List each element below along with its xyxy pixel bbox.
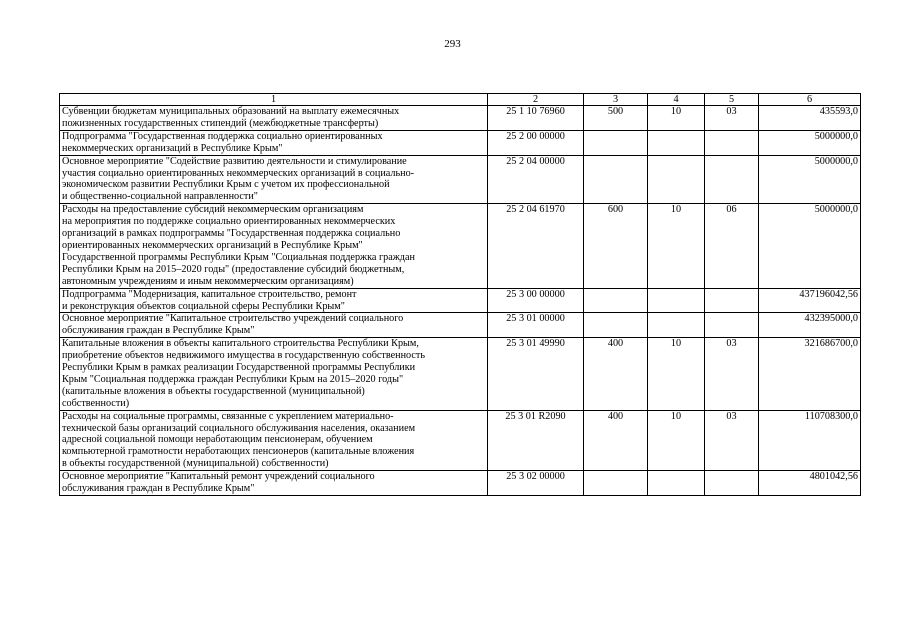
row-name-line: обслуживания граждан в Республике Крым" [62,325,255,337]
row-code: 25 2 04 61970 [488,204,584,288]
row-name-line: Капитальные вложения в объекты капитального строительства Республики Крым, [62,338,419,350]
column-header-5: 5 [705,94,759,106]
row-section [648,288,705,313]
table-row [60,288,861,313]
table-row [60,410,861,471]
row-subsection: 06 [705,204,759,288]
row-section: 10 [648,410,705,471]
row-name-line: Основное мероприятие "Капитальное строительство учреждений социального [62,313,404,325]
row-amount: 5000000,0 [759,204,861,288]
table-row [60,313,861,338]
row-name-line: Субвенции бюджетам муниципальных образований на выплату ежемесячных [62,106,400,117]
row-amount: 321686700,0 [759,338,861,410]
row-name-line: компьютерной грамотности неработающих пенсионеров (капитальные вложения [62,446,415,458]
row-type-code: 400 [584,410,648,471]
header-row [60,94,861,106]
row-subsection: 03 [705,106,759,131]
table-row [60,130,861,155]
row-amount: 435593,0 [759,106,861,131]
row-type-code: 400 [584,338,648,410]
row-name [60,204,488,288]
table-row [60,106,861,131]
row-name [60,338,488,410]
row-name [60,130,488,155]
row-type-code [584,471,648,496]
row-name-line: пожизненных государственных стипендий (межбюджетные трансферты) [62,117,379,129]
table-body [60,106,861,496]
row-name-line: технической базы организаций социального обслуживания населения, оказанием [62,422,416,434]
row-name-line: Основное мероприятие "Капитальный ремонт учреждений социального [62,471,375,483]
row-name-line: Подпрограмма "Модернизация, капитальное строительство, ремонт [62,288,357,300]
row-name-line: и реконструкция объектов социальной сферы Республики Крым" [62,300,345,312]
row-name-line: автономным учреждениям и иным некоммерческим организациям) [62,275,354,287]
row-name-line: некоммерческих организаций в Республике Крым" [62,142,283,154]
row-name-line: и общественно-социальной направленности" [62,191,258,203]
row-amount: 5000000,0 [759,155,861,204]
row-name-line: приобретение объектов недвижимого имущества в государственную собственность [62,350,426,362]
row-name [60,471,488,496]
row-type-code [584,313,648,338]
row-amount: 4801042,56 [759,471,861,496]
row-subsection [705,155,759,204]
row-name [60,313,488,338]
row-name-line: Государственной программы Республики Крым "Социальная поддержка граждан [62,251,415,263]
table-row [60,155,861,204]
row-code: 25 1 10 76960 [488,106,584,131]
row-name-line: организаций в рамках подпрограммы "Государственная поддержка социально [62,228,401,240]
row-name-line: обслуживания граждан в Республике Крым" [62,483,255,495]
table-header [60,94,861,106]
row-section [648,313,705,338]
row-section [648,130,705,155]
column-header-4: 4 [648,94,705,106]
row-code: 25 2 00 00000 [488,130,584,155]
row-name [60,155,488,204]
row-amount: 432395000,0 [759,313,861,338]
row-code: 25 3 02 00000 [488,471,584,496]
row-section: 10 [648,106,705,131]
row-type-code [584,155,648,204]
row-name-line: Расходы на предоставление субсидий некоммерческим организациям [62,204,364,216]
row-name-line: Подпрограмма "Государственная поддержка социально ориентированных [62,130,383,142]
page-number: 293 [444,38,461,50]
row-subsection [705,130,759,155]
column-header-2: 2 [488,94,584,106]
column-header-3: 3 [584,94,648,106]
budget-table [59,93,861,496]
row-name-line: участия социально ориентированных некоммерческих организаций в социально- [62,167,415,179]
row-type-code: 500 [584,106,648,131]
row-section [648,471,705,496]
row-code: 25 3 00 00000 [488,288,584,313]
row-subsection: 03 [705,410,759,471]
table-row [60,471,861,496]
row-subsection [705,471,759,496]
row-name [60,410,488,471]
row-name-line: Республики Крым на 2015–2020 годы" (предоставление субсидий бюджетным, [62,263,405,275]
row-section: 10 [648,204,705,288]
row-name-line: (капитальные вложения в объекты государственной (муниципальной) [62,385,365,397]
row-name-line: собственности) [62,397,130,409]
row-name-line: Республики Крым в рамках реализации Государственной программы Республики [62,362,416,374]
row-name [60,288,488,313]
row-name-line: экономическом развитии Республики Крым с учетом их профессиональной [62,179,390,191]
table-row [60,204,861,288]
row-code: 25 2 04 00000 [488,155,584,204]
row-subsection [705,313,759,338]
row-subsection [705,288,759,313]
row-amount: 437196042,56 [759,288,861,313]
row-type-code: 600 [584,204,648,288]
row-name-line: в объекты государственной (муниципальной) собственности) [62,458,329,470]
column-header-1: 1 [60,94,488,106]
row-name-line: Расходы на социальные программы, связанные с укреплением материально- [62,410,394,422]
row-code: 25 3 01 00000 [488,313,584,338]
row-name-line: ориентированных некоммерческих организаций в Республике Крым" [62,239,363,251]
row-code: 25 3 01 R2090 [488,410,584,471]
row-section [648,155,705,204]
row-code: 25 3 01 49990 [488,338,584,410]
row-type-code [584,130,648,155]
row-section: 10 [648,338,705,410]
row-subsection: 03 [705,338,759,410]
row-name [60,106,488,131]
row-name-line: Основное мероприятие "Содействие развитию деятельности и стимулирование [62,155,407,167]
row-name-line: Крым "Социальная поддержка граждан Республики Крым на 2015–2020 годы" [62,373,404,385]
table-row [60,338,861,410]
row-amount: 5000000,0 [759,130,861,155]
row-name-line: адресной социальной помощи неработающим пенсионерам, обучением [62,434,373,446]
column-header-6: 6 [759,94,861,106]
row-type-code [584,288,648,313]
row-amount: 110708300,0 [759,410,861,471]
row-name-line: на мероприятия по поддержке социально ориентированных некоммерческих [62,216,396,228]
